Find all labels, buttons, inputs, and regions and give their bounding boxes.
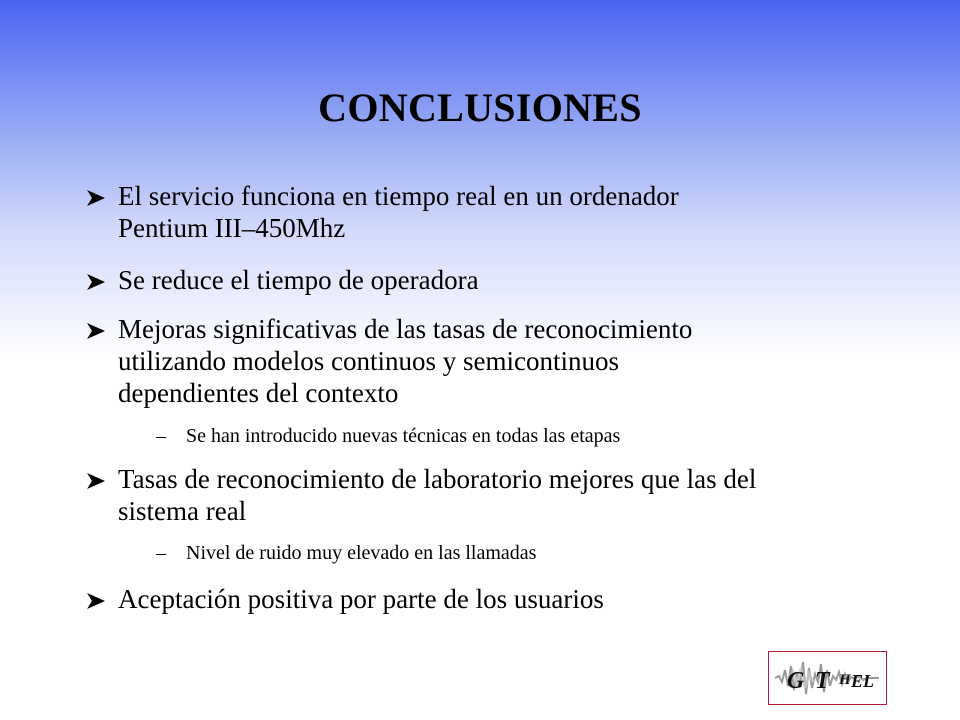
arrow-bullet-icon: [84, 313, 110, 345]
bullet-item: [84, 583, 904, 615]
bullet-text: dependientes del contexto: [118, 378, 399, 408]
logo-letter: H: [839, 672, 852, 688]
dash-marker: –: [156, 425, 166, 447]
bullet-text: sistema real: [118, 496, 247, 526]
sub-bullet-text: Se han introducido nuevas técnicas en todas las etapas: [186, 425, 621, 447]
bullet-item: [84, 264, 904, 296]
arrow-bullet-icon: [84, 583, 110, 615]
bullet-text: utilizando modelos continuos y semicontinuos: [118, 346, 619, 376]
dash-marker: –: [156, 542, 166, 564]
logo-letters: [783, 660, 883, 694]
bullet-item: [84, 313, 904, 409]
bullet-item: [84, 463, 904, 527]
arrow-bullet-icon: [84, 180, 110, 212]
sub-bullet-item: [156, 541, 896, 565]
bullet-text: Aceptación positiva por parte de los usuarios: [118, 584, 604, 614]
bullet-text: Tasas de reconocimiento de laboratorio mejores que las del: [118, 464, 757, 494]
arrow-bullet-icon: [84, 264, 110, 296]
bullet-text: El servicio funciona en tiempo real en un ordenador: [118, 181, 679, 211]
bullet-item: [84, 180, 904, 244]
logo-letter: L: [863, 671, 875, 691]
gthel-logo: [768, 651, 887, 705]
sub-bullet-text: Nivel de ruido muy elevado en las llamadas: [186, 542, 537, 564]
slide-title: CONCLUSIONES: [318, 85, 642, 130]
logo-letter: T: [815, 668, 831, 694]
bullet-text: Pentium III–450Mhz: [118, 213, 346, 243]
logo-letter: E: [851, 671, 865, 691]
bullet-text: Se reduce el tiempo de operadora: [118, 265, 479, 295]
sub-bullet-item: [156, 424, 896, 448]
logo-letter: G: [787, 668, 806, 694]
arrow-bullet-icon: [84, 463, 110, 495]
bullet-text: Mejoras significativas de las tasas de reconocimiento: [118, 314, 693, 344]
